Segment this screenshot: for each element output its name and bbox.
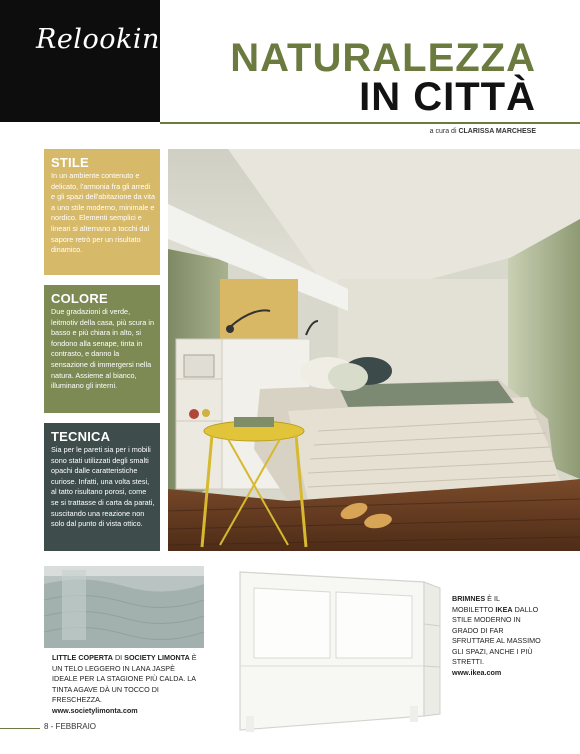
brimnes-text1: È IL MOBILETTO: [452, 594, 500, 614]
coperta-name: LITTLE COPERTA: [52, 653, 113, 662]
blanket-photo: [44, 566, 204, 648]
byline-prefix: a cura di: [429, 128, 457, 135]
box-stile: [44, 149, 160, 275]
brimnes-text2: DALLO STILE MODERNO IN GRADO DI FAR SFRUTTARE AL MASSIMO GLI SPAZI, ANCHE I PIÙ STRETTI.: [452, 604, 541, 666]
brimnes-brand: IKEA: [495, 604, 513, 614]
headboard-illustration: [232, 566, 442, 734]
caption-brimnes: [452, 594, 542, 678]
header-divider: [160, 122, 580, 124]
box-stile-text: In un ambiente contenuto e delicato, l'armonia fra gli arredi e gli spazi dell'abitazione da vita a uno stile moderno, minimale e nordico. Elementi semplici e lineari si alternano a tocchi dal sapore retrò per un risultato dinamico.: [51, 171, 156, 255]
box-colore-text: Due gradazioni di verde, leitmotiv della casa, più scura in basso e più chiara in alto, si fondono alla senape, tinta in contrasto, e danno la sensazione di immergersi nella natura. Assieme al bianco, illuminano gli interni.: [51, 307, 155, 391]
coperta-by: DI: [114, 653, 123, 662]
box-colore-heading: COLORE: [51, 291, 108, 306]
caption-coperta: [52, 653, 202, 716]
byline: [430, 128, 536, 135]
bedroom-illustration: [168, 149, 580, 551]
brimnes-name: BRIMNES: [452, 594, 486, 603]
box-tecnica-text: Sia per le pareti sia per i mobili sono stati utilizzati degli smalti opachi dalle caratteristiche curiose. Infatti, una volta stesi, al tatto risultano porosi, come se si trattasse di carta da parati, suscitando una reazione non solo dal punto di vista ottico.: [51, 445, 155, 529]
bedroom-photo: [168, 149, 580, 551]
byline-author: CLARISSA MARCHESE: [458, 128, 536, 135]
coperta-brand: SOCIETY LIMONTA: [124, 653, 190, 662]
box-stile-heading: STILE: [51, 155, 89, 170]
blanket-illustration: [44, 566, 204, 648]
coperta-text: È UN TELO LEGGERO IN LANA JASPÈ IDEALE PER LA STAGIONE PIÙ CALDA. LA TINTA AGAVE DÀ UN TOCCO DI FRESCHEZZA.: [52, 653, 197, 704]
page-number: 8 - FEBBRAIO: [44, 722, 97, 731]
article-title-line2: IN CITTÀ: [359, 75, 536, 119]
brimnes-url[interactable]: www.ikea.com: [452, 667, 502, 677]
brimnes-headboard-image: [232, 566, 442, 734]
section-title: Relooking: [36, 24, 178, 55]
box-tecnica-heading: TECNICA: [51, 429, 111, 444]
article-title-line1: NATURALEZZA: [230, 36, 536, 80]
box-colore: [44, 285, 160, 413]
page-number-rule: [0, 728, 40, 729]
header-black-block: [0, 0, 160, 122]
box-tecnica: [44, 423, 160, 551]
coperta-url[interactable]: www.societylimonta.com: [52, 705, 138, 715]
